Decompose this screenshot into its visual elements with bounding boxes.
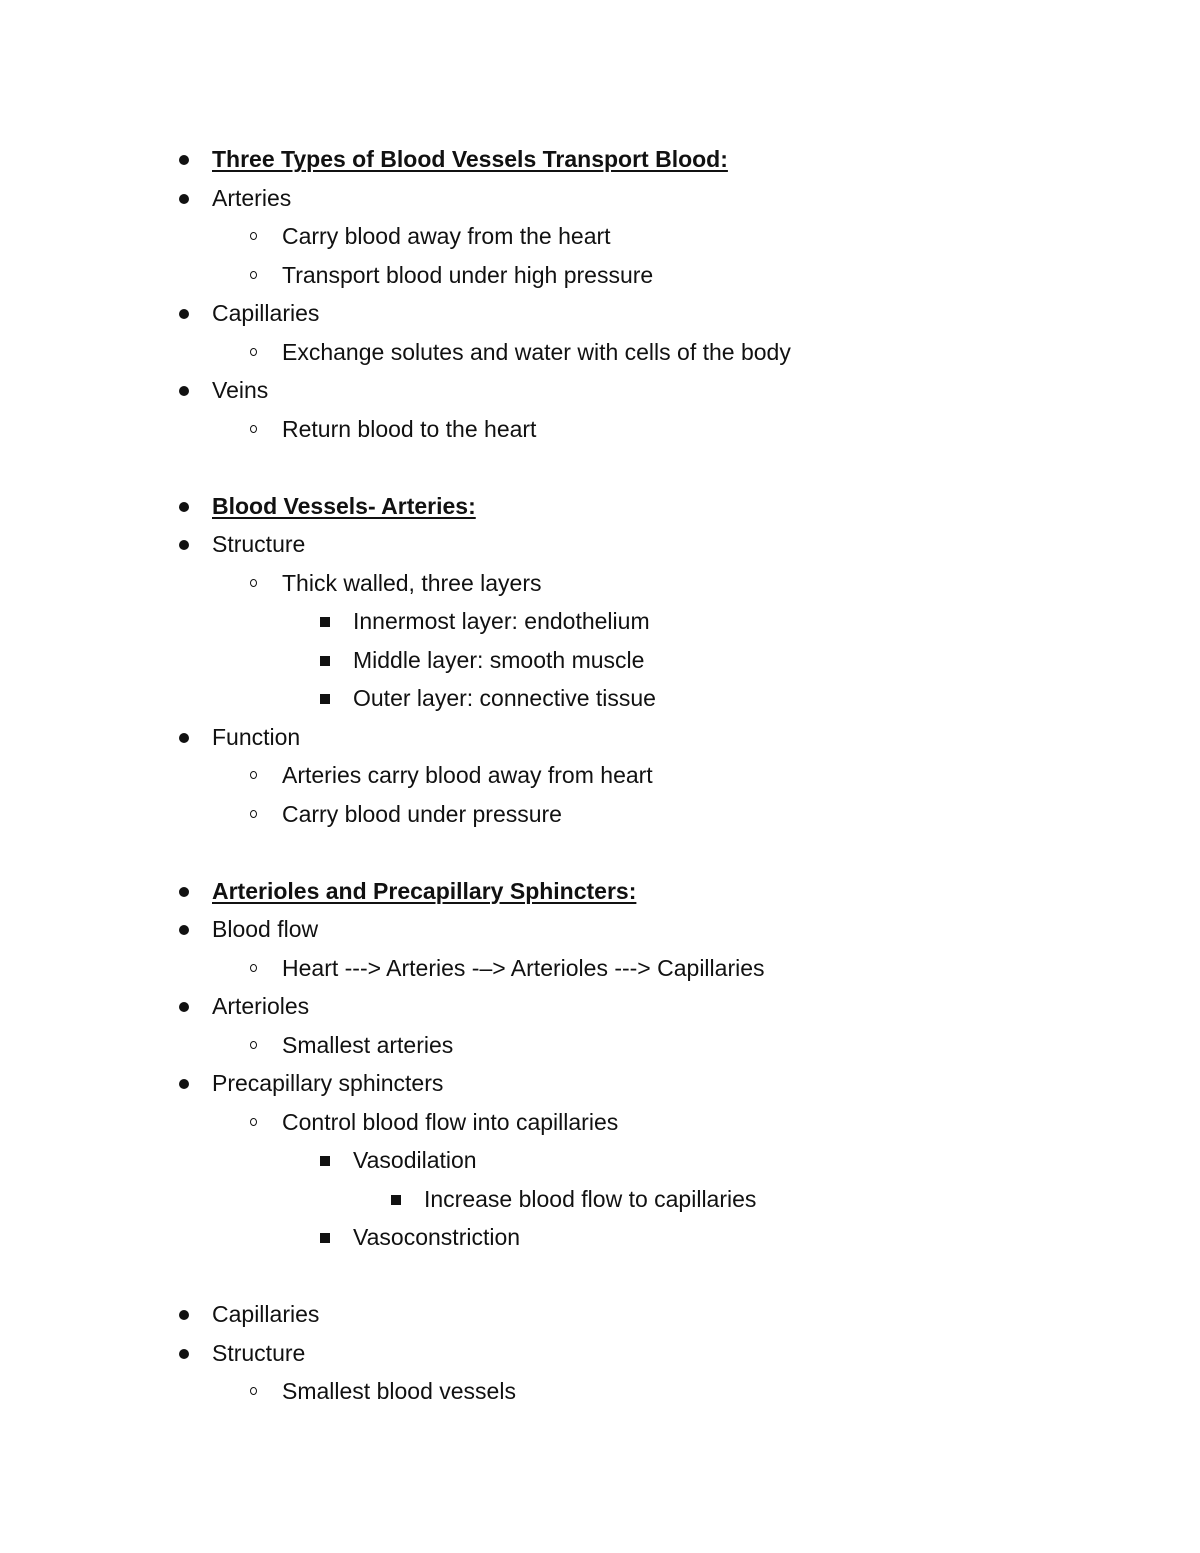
filled-circle-bullet-icon <box>178 1295 192 1334</box>
section-heading <box>0 140 1200 179</box>
filled-square-bullet-icon <box>319 1218 333 1257</box>
list-item <box>0 1372 1200 1411</box>
list-item <box>0 949 1200 988</box>
open-circle-bullet-icon <box>248 333 262 372</box>
filled-circle-bullet-icon <box>178 872 192 911</box>
item-text: Carry blood under pressure <box>282 800 562 827</box>
item-text: Middle layer: smooth muscle <box>353 646 645 673</box>
heading-text: Blood Vessels- Arteries: <box>212 492 476 519</box>
item-text: Exchange solutes and water with cells of the body <box>282 338 791 365</box>
item-text: Return blood to the heart <box>282 415 537 442</box>
item-text: Carry blood away from the heart <box>282 223 611 249</box>
filled-circle-bullet-icon <box>178 987 192 1026</box>
list-item <box>0 410 1200 449</box>
list-item <box>0 1334 1200 1373</box>
list-item <box>0 910 1200 949</box>
list-item <box>0 179 1200 218</box>
filled-square-bullet-icon <box>319 641 333 680</box>
open-circle-bullet-icon <box>248 1372 262 1411</box>
list-item <box>0 756 1200 795</box>
list-item <box>0 718 1200 757</box>
list-item <box>0 641 1200 680</box>
blank-line <box>0 833 1200 872</box>
item-text: Arterioles <box>212 993 310 1019</box>
item-text: Arteries carry blood away from heart <box>282 762 653 788</box>
open-circle-bullet-icon <box>248 1103 262 1142</box>
item-text: Heart ---> Arteries -–> Arterioles ---> Capillaries <box>282 954 765 981</box>
heading-text: Arterioles and Precapillary Sphincters: <box>212 877 637 904</box>
filled-square-bullet-icon <box>319 1141 333 1180</box>
list-item <box>0 217 1200 256</box>
list-item <box>0 679 1200 718</box>
item-text: Capillaries <box>212 300 320 326</box>
filled-square-bullet-icon <box>319 679 333 718</box>
blank-line <box>0 448 1200 487</box>
item-text: Structure <box>212 1339 306 1366</box>
filled-circle-bullet-icon <box>178 525 192 564</box>
filled-circle-bullet-icon <box>178 294 192 333</box>
filled-circle-bullet-icon <box>178 371 192 410</box>
open-circle-bullet-icon <box>248 256 262 295</box>
filled-circle-bullet-icon <box>178 718 192 757</box>
list-item <box>0 333 1200 372</box>
filled-circle-bullet-icon <box>178 179 192 218</box>
filled-square-bullet-icon <box>390 1180 404 1219</box>
filled-circle-bullet-icon <box>178 1334 192 1373</box>
item-text: Control blood flow into capillaries <box>282 1108 619 1135</box>
open-circle-bullet-icon <box>248 564 262 603</box>
item-text: Vasodilation <box>353 1147 477 1173</box>
item-text: Veins <box>212 377 269 403</box>
list-item <box>0 1026 1200 1065</box>
item-text: Thick walled, three layers <box>282 569 542 596</box>
item-text: Increase blood flow to capillaries <box>424 1185 757 1212</box>
list-item <box>0 1180 1200 1219</box>
item-text: Smallest arteries <box>282 1031 454 1058</box>
list-item <box>0 1103 1200 1142</box>
item-text: Function <box>212 723 301 750</box>
filled-circle-bullet-icon <box>178 140 192 179</box>
list-item <box>0 1295 1200 1334</box>
list-item <box>0 294 1200 333</box>
item-text: Vasoconstriction <box>353 1224 521 1250</box>
list-item <box>0 1218 1200 1257</box>
filled-circle-bullet-icon <box>178 1064 192 1103</box>
outline-list <box>0 140 1200 1411</box>
open-circle-bullet-icon <box>248 410 262 449</box>
filled-circle-bullet-icon <box>178 910 192 949</box>
item-text: Capillaries <box>212 1301 320 1327</box>
item-text: Arteries <box>212 184 292 211</box>
blank-line <box>0 1257 1200 1296</box>
filled-square-bullet-icon <box>319 602 333 641</box>
open-circle-bullet-icon <box>248 756 262 795</box>
section-heading <box>0 487 1200 526</box>
item-text: Blood flow <box>212 916 319 942</box>
heading-text: Three Types of Blood Vessels Transport Blood: <box>212 146 728 172</box>
section-heading <box>0 872 1200 911</box>
list-item <box>0 371 1200 410</box>
item-text: Outer layer: connective tissue <box>353 685 656 711</box>
open-circle-bullet-icon <box>248 217 262 256</box>
list-item <box>0 564 1200 603</box>
item-text: Smallest blood vessels <box>282 1378 516 1404</box>
list-item <box>0 256 1200 295</box>
open-circle-bullet-icon <box>248 1026 262 1065</box>
item-text: Precapillary sphincters <box>212 1070 444 1096</box>
list-item <box>0 602 1200 641</box>
filled-circle-bullet-icon <box>178 487 192 526</box>
list-item <box>0 525 1200 564</box>
list-item <box>0 1064 1200 1103</box>
list-item <box>0 1141 1200 1180</box>
item-text: Structure <box>212 531 306 557</box>
list-item <box>0 987 1200 1026</box>
open-circle-bullet-icon <box>248 795 262 834</box>
item-text: Innermost layer: endothelium <box>353 608 650 634</box>
item-text: Transport blood under high pressure <box>282 261 654 288</box>
open-circle-bullet-icon <box>248 949 262 988</box>
list-item <box>0 795 1200 834</box>
